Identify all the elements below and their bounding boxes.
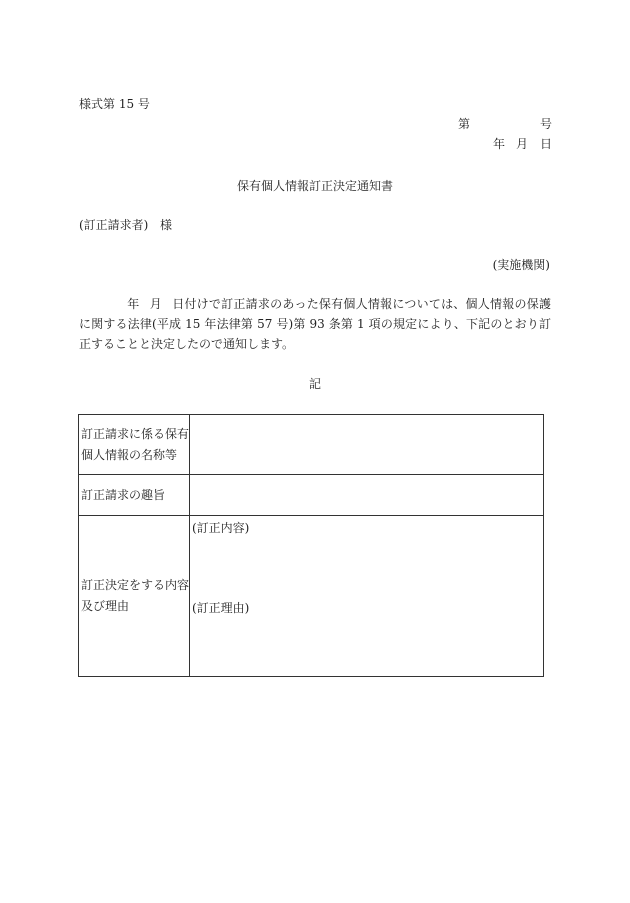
table-row: [79, 415, 544, 475]
form-table: [78, 414, 544, 677]
document-number-prefix: 第: [458, 117, 471, 131]
addressee: (訂正請求者): [79, 218, 149, 232]
document-number-suffix: 号: [540, 117, 553, 131]
table-row: [79, 516, 544, 677]
row-value-field: [190, 475, 544, 516]
body-date-year: 年: [127, 297, 140, 311]
correction-reason-label: (訂正理由): [192, 601, 250, 615]
date-year: 年: [493, 137, 506, 151]
body-text: 日付けで訂正請求のあった保有個人情報については、個人情報の保護に関する法律(平成 15 年法律第 57 号)第 93 条第 1 項の規定により、下記のとおり訂正することと決定したので通知します。: [79, 297, 551, 351]
table-row: [79, 475, 544, 516]
document-title: 保有個人情報訂正決定通知書: [236, 179, 393, 193]
row-label: 訂正請求に係る保有個人情報の名称等: [79, 415, 190, 475]
honorific: 様: [160, 218, 173, 232]
row-value-field: [190, 516, 544, 677]
form-number: 様式第 15 号: [79, 97, 150, 111]
row-label: 訂正請求の趣旨: [79, 475, 190, 516]
row-label: 訂正決定をする内容及び理由: [79, 516, 190, 677]
ki-heading: 記: [308, 377, 321, 391]
row-value-field: [190, 415, 544, 475]
agency: (実施機関): [492, 258, 550, 272]
correction-content-label: (訂正内容): [192, 521, 250, 535]
date-month: 月: [516, 137, 529, 151]
date-day: 日: [540, 137, 553, 151]
body-date-month: 月: [149, 297, 162, 311]
body-paragraph: [79, 294, 551, 354]
